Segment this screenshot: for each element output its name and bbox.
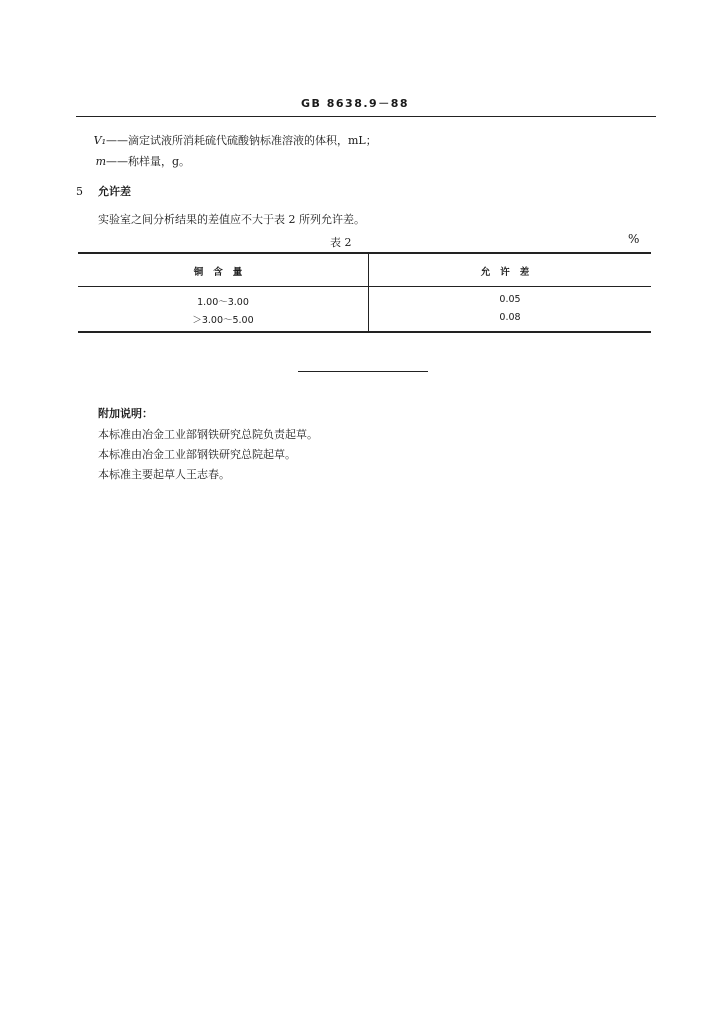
definition-symbol: V₁ <box>93 134 106 147</box>
notes-title: 附加说明： <box>98 407 153 420</box>
table-header-tolerance: 允许差 <box>480 267 540 278</box>
definition-text: ——滴定试液所消耗硫代硫酸钠标准溶液的体积，mL； <box>106 134 377 147</box>
end-of-text-rule <box>298 371 428 372</box>
table-cell-range: ＞3.00～5.00 <box>192 315 254 326</box>
definition-mass <box>76 153 190 169</box>
table-bottom-rule <box>78 331 651 333</box>
note-line: 本标准由冶金工业部钢铁研究总院负责起草。 <box>98 428 318 441</box>
note-line: 本标准主要起草人王志春。 <box>98 468 230 481</box>
header-rule <box>76 116 656 117</box>
table-cell-tolerance: 0.08 <box>499 312 521 323</box>
note-line: 本标准由冶金工业部钢铁研究总院起草。 <box>98 448 296 461</box>
table-top-rule <box>78 252 651 254</box>
table-header-copper-content: 铜含量 <box>193 267 253 278</box>
table-cell-tolerance: 0.05 <box>499 294 521 305</box>
section-number: 5 <box>76 185 83 198</box>
table-header-rule <box>78 286 651 287</box>
definition-symbol: m <box>95 155 106 168</box>
table-cell-range: 1.00～3.00 <box>197 297 249 308</box>
section-heading <box>76 183 131 199</box>
standard-number-header: GB 8638.9－88 <box>301 97 409 110</box>
definition-volume <box>76 132 377 148</box>
section-body: 实验室之间分析结果的差值应不大于表 2 所列允许差。 <box>98 213 365 226</box>
table-caption: 表 2 <box>330 236 352 249</box>
definition-text: ——称样量，g。 <box>106 155 191 168</box>
table-unit: % <box>628 232 640 246</box>
section-title: 允许差 <box>98 185 131 198</box>
